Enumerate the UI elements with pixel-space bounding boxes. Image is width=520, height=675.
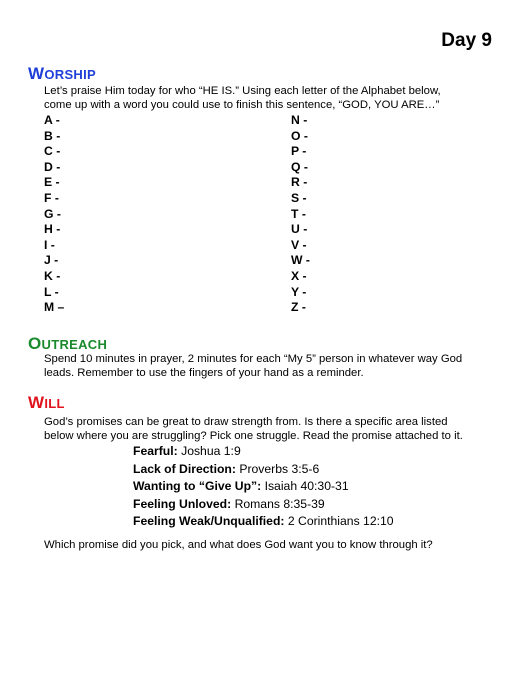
alphabet-letter: I -: [44, 237, 55, 252]
outreach-heading: [28, 334, 107, 354]
alphabet-letter: M –: [44, 300, 65, 315]
worship-heading-rest: ORSHIP: [44, 67, 97, 82]
promise-item: [133, 461, 394, 479]
promise-reference: Romans 8:35-39: [234, 496, 325, 511]
alphabet-letter: B -: [44, 128, 61, 143]
alphabet-column-right: [291, 113, 310, 316]
alphabet-letter: Y -: [291, 284, 307, 299]
alphabet-letter: J -: [44, 253, 59, 268]
worship-heading: [28, 64, 96, 84]
alphabet-letter: T -: [291, 206, 306, 221]
worship-instructions-line: Let’s praise Him today for who “HE IS.” Using each letter of the Alphabet below,: [44, 85, 441, 97]
alphabet-letter: N -: [291, 113, 308, 127]
alphabet-letter: K -: [44, 268, 61, 283]
outreach-instructions-line: Spend 10 minutes in prayer, 2 minutes for each “My 5” person in whatever way God: [44, 353, 463, 365]
alphabet-letter: V -: [291, 237, 307, 252]
promise-label: Feeling Unloved:: [133, 496, 232, 511]
outreach-instructions: [44, 352, 484, 380]
will-instructions: [44, 415, 484, 443]
outreach-instructions-line: leads. Remember to use the fingers of your hand as a reminder.: [44, 367, 364, 379]
will-instructions-line: below where you are struggling? Pick one struggle. Read the promise attached to it.: [44, 430, 463, 442]
alphabet-letter: U -: [291, 222, 308, 237]
alphabet-letter: O -: [291, 128, 308, 143]
alphabet-letter: Q -: [291, 159, 308, 174]
alphabet-letter: P -: [291, 144, 307, 159]
alphabet-letter: G -: [44, 206, 61, 221]
will-instructions-line: God’s promises can be great to draw strength from. Is there a specific area listed: [44, 416, 448, 428]
alphabet-letter: R -: [291, 175, 308, 190]
promise-reference: 2 Corinthians 12:10: [287, 514, 394, 528]
promise-item: [133, 443, 394, 461]
outreach-heading-initial: O: [28, 334, 42, 353]
promise-list: [133, 443, 394, 531]
alphabet-letter: H -: [44, 222, 61, 237]
alphabet-column-left: [44, 113, 64, 316]
promise-item: [133, 478, 394, 496]
promise-item: [133, 513, 394, 531]
alphabet-letter: C -: [44, 144, 61, 159]
day-title: Day 9: [441, 30, 492, 51]
promise-label: Feeling Weak/Unqualified:: [133, 514, 285, 528]
promise-item: [133, 496, 394, 514]
will-heading: [28, 393, 65, 413]
alphabet-letter: L -: [44, 284, 59, 299]
will-heading-initial: W: [28, 393, 45, 412]
promise-label: Fearful:: [133, 444, 178, 458]
worship-instructions: [44, 84, 484, 112]
will-question: Which promise did you pick, and what does God want you to know through it?: [44, 539, 433, 551]
alphabet-letter: F -: [44, 190, 59, 205]
alphabet-letter: A -: [44, 113, 60, 127]
promise-label: Lack of Direction:: [133, 461, 236, 476]
worship-instructions-line: come up with a word you could use to finish this sentence, “GOD, YOU ARE…”: [44, 99, 440, 111]
promise-label: Wanting to “Give Up”:: [133, 479, 262, 493]
promise-reference: Isaiah 40:30-31: [264, 479, 349, 493]
alphabet-letter: S -: [291, 190, 307, 205]
worship-heading-initial: W: [28, 64, 45, 83]
will-heading-rest: ILL: [44, 396, 65, 411]
alphabet-letter: X -: [291, 268, 307, 283]
alphabet-letter: E -: [44, 175, 60, 190]
alphabet-letter: D -: [44, 159, 61, 174]
alphabet-letter: W -: [291, 253, 310, 268]
outreach-heading-rest: UTREACH: [41, 337, 108, 352]
alphabet-letter: Z -: [291, 300, 306, 315]
promise-reference: Joshua 1:9: [181, 444, 241, 458]
promise-reference: Proverbs 3:5-6: [239, 461, 320, 476]
